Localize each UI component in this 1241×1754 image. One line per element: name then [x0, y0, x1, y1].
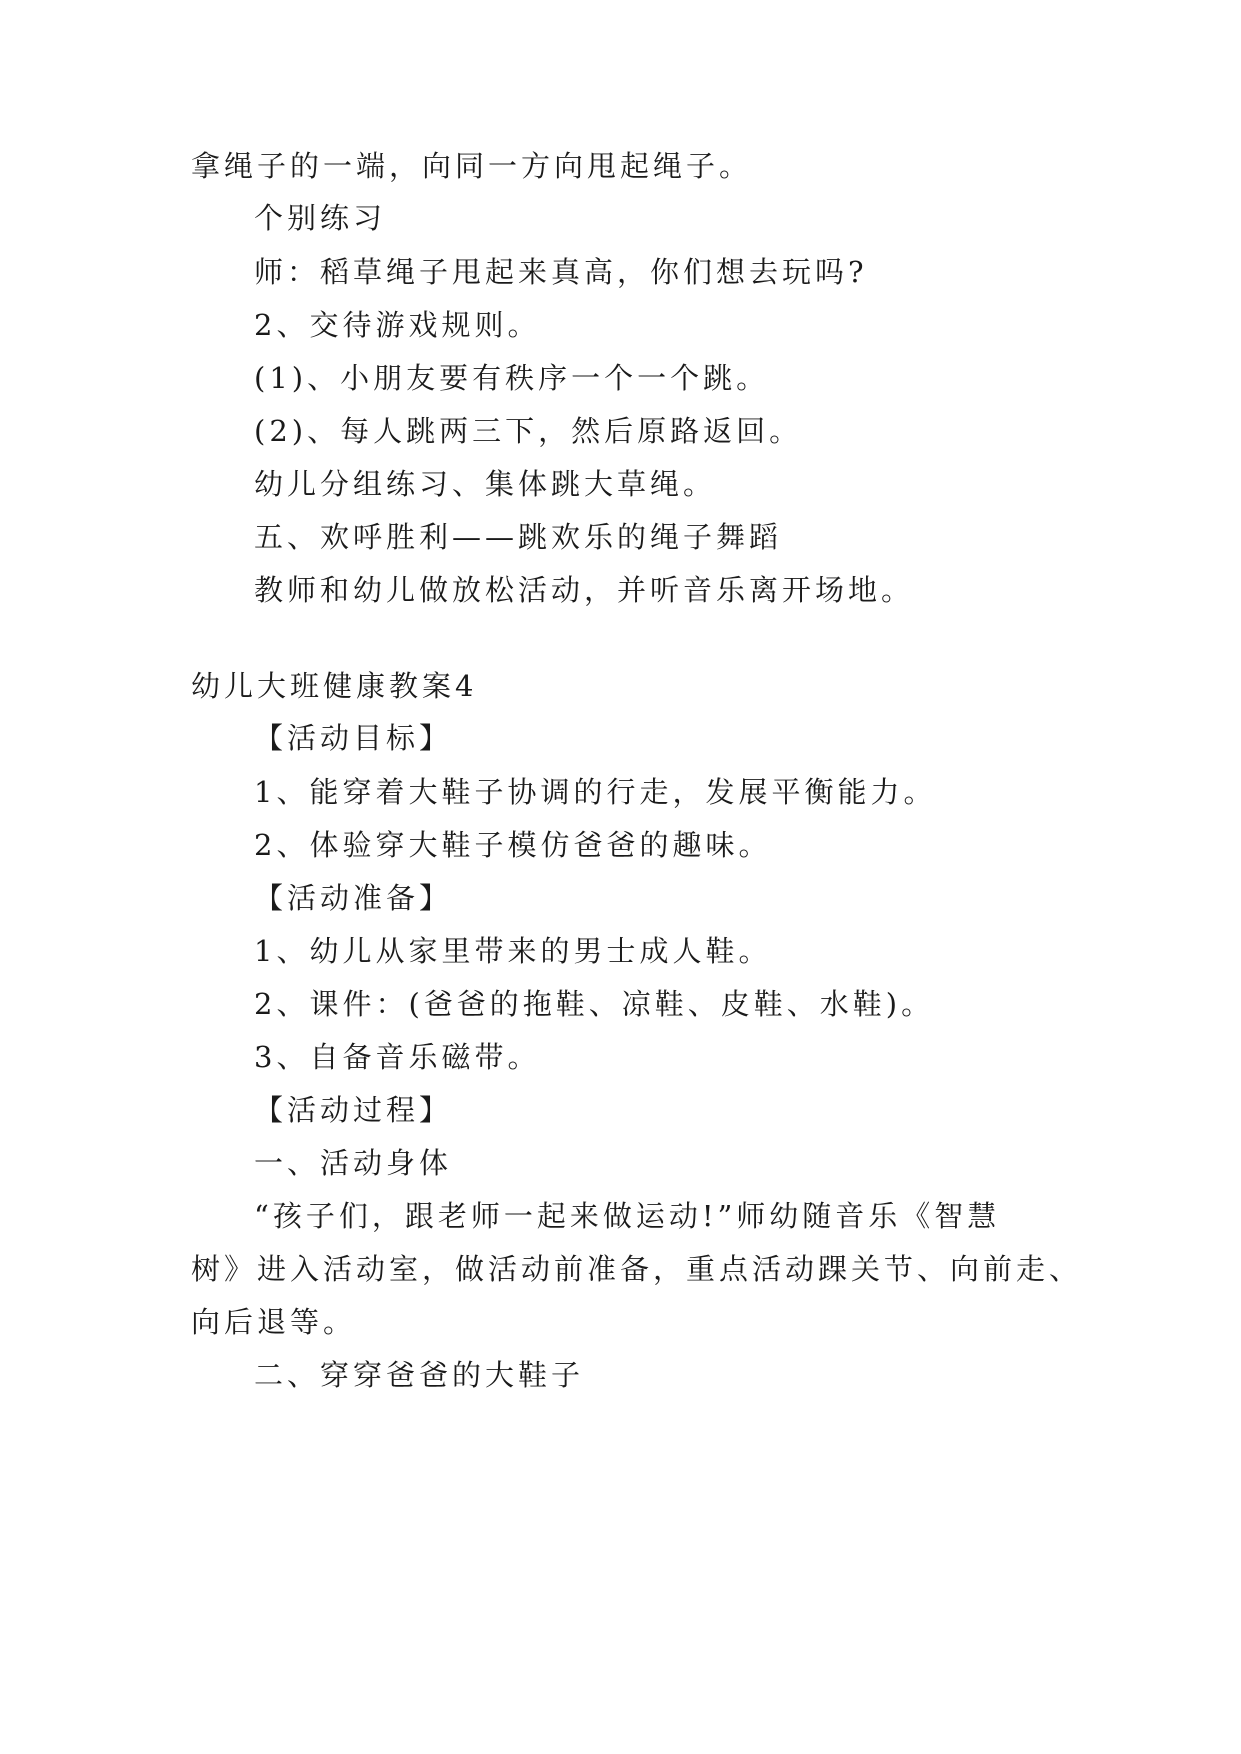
section-heading: 【活动过程】 [254, 1093, 453, 1127]
list-item: 1、幼儿从家里带来的男士成人鞋。 [254, 934, 772, 968]
text-line: 向后退等。 [191, 1305, 357, 1339]
list-item: 3、自备音乐磁带。 [254, 1040, 541, 1074]
list-item: 1、能穿着大鞋子协调的行走，发展平衡能力。 [254, 775, 937, 809]
text-line: 教师和幼儿做放松活动，并听音乐离开场地。 [254, 573, 915, 607]
text-line: (2)、每人跳两三下，然后原路返回。 [254, 414, 803, 448]
section-heading: 【活动目标】 [254, 721, 453, 755]
section-heading: 二、穿穿爸爸的大鞋子 [254, 1358, 585, 1392]
section-heading: 【活动准备】 [254, 881, 453, 915]
text-line: 树》进入活动室，做活动前准备，重点活动踝关节、向前走、 [191, 1252, 1083, 1286]
text-line: “孩子们，跟老师一起来做运动!”师幼随音乐《智慧 [254, 1199, 1001, 1233]
text-line: 师：稻草绳子甩起来真高，你们想去玩吗? [254, 255, 868, 289]
section-heading: 五、欢呼胜利——跳欢乐的绳子舞蹈 [254, 520, 783, 554]
lesson-title: 幼儿大班健康教案4 [191, 669, 478, 703]
text-line: 拿绳子的一端，向同一方向甩起绳子。 [191, 149, 753, 183]
list-item: 2、课件：(爸爸的拖鞋、凉鞋、皮鞋、水鞋)。 [254, 987, 935, 1021]
list-item: 2、体验穿大鞋子模仿爸爸的趣味。 [254, 828, 772, 862]
text-line: 幼儿分组练习、集体跳大草绳。 [254, 467, 717, 501]
text-line: 个别练习 [254, 201, 387, 235]
text-line: 2、交待游戏规则。 [254, 308, 541, 342]
text-line: (1)、小朋友要有秩序一个一个跳。 [254, 361, 770, 395]
section-heading: 一、活动身体 [254, 1146, 453, 1180]
